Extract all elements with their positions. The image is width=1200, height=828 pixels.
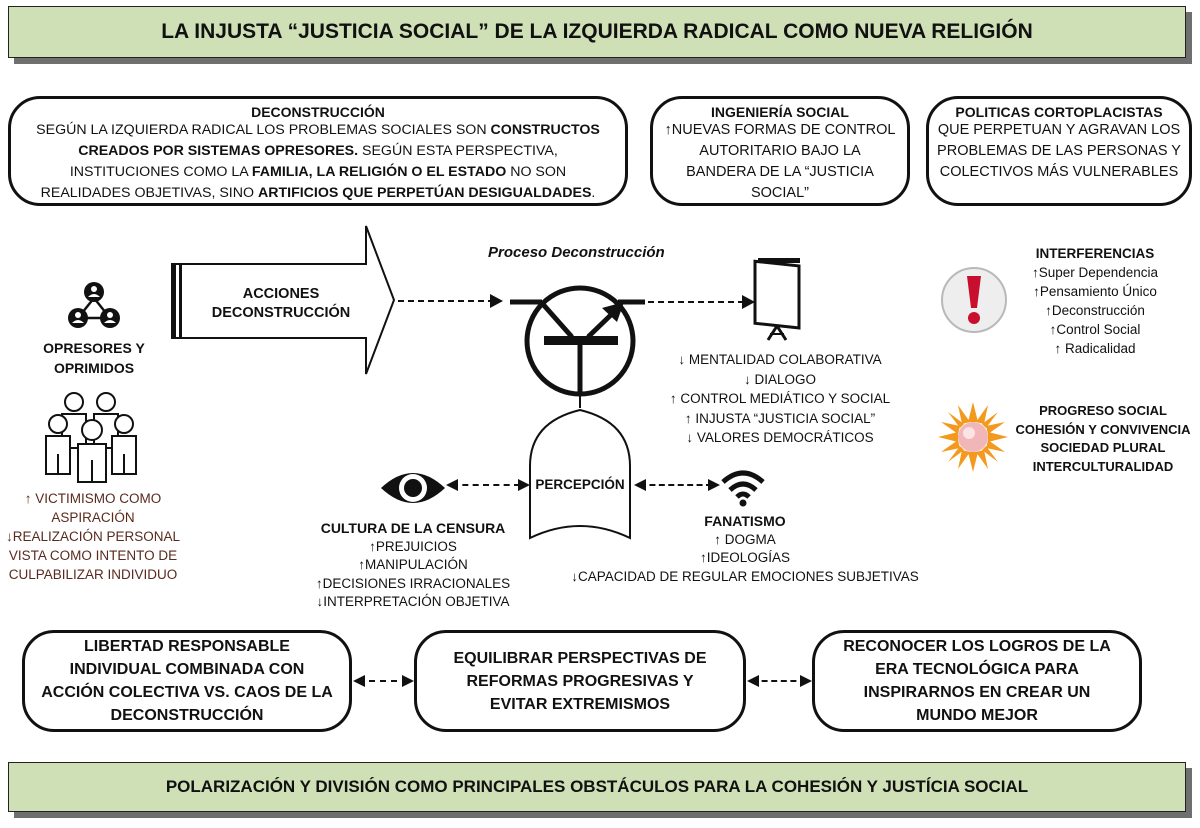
arrow-transistor-easel <box>648 301 744 303</box>
sun-icon <box>938 402 1008 472</box>
opresores-item: CULPABILIZAR INDIVIDUO <box>8 567 178 582</box>
deconstruccion-text: SEGÚN LA IZQUIERDA RADICAL LOS PROBLEMAS SOCIALES SON CONSTRUCTOS CREADOS POR SISTEMAS OPRESORES. SEGÚN ESTA PERSPECTIVA, INSTITUCIONES COMO LA FAMILIA, LA RELIGIÓN O EL ESTADO NO SON REALIDADES OBJETIVAS, SINO ARTIFICIOS QUE PERPETÚAN DESIGUALDADES. <box>36 122 600 201</box>
interferencias-block <box>1010 244 1180 358</box>
opresores-item: ↑ VICTIMISMO COMO <box>24 491 162 506</box>
arrow-eye-percepcion <box>452 484 520 486</box>
interferencias-item: ↑Deconstrucción <box>1045 303 1145 318</box>
alert-exclamation-icon <box>940 266 1008 334</box>
arrowhead-right-icon <box>402 675 414 687</box>
fanatismo-block <box>570 512 920 586</box>
opresores-item: ↓REALIZACIÓN PERSONAL <box>5 529 181 544</box>
arrowhead-left-icon <box>353 675 365 687</box>
ingenieria-title: INGENIERÍA SOCIAL <box>711 104 849 120</box>
arrowhead-right-icon <box>708 479 720 491</box>
arrow-equilibrar-reconocer <box>752 680 806 682</box>
acciones-label: ACCIONES DECONSTRUCCIÓN <box>211 286 351 321</box>
interferencias-item: ↑Super Dependencia <box>1031 265 1159 280</box>
politicas-box <box>926 96 1192 206</box>
libertad-text: LIBERTAD RESPONSABLE INDIVIDUAL COMBINADA CON ACCIÓN COLECTIVA VS. CAOS DE LA DECONSTRUCCIÓN <box>41 638 333 724</box>
censura-item: ↑PREJUICIOS <box>369 538 457 554</box>
equilibrar-box <box>414 630 746 732</box>
eye-icon <box>378 466 448 510</box>
deconstruccion-title: DECONSTRUCCIÓN <box>251 104 385 120</box>
censura-item: ↑MANIPULACIÓN <box>358 557 468 572</box>
presentation-easel-icon <box>752 256 804 340</box>
arrowhead-right-icon <box>800 675 812 687</box>
progreso-line: PROGRESO SOCIAL <box>1039 403 1167 418</box>
opresores-item: ASPIRACIÓN <box>51 510 135 525</box>
transistor-icon <box>500 262 660 412</box>
progreso-line: INTERCULTURALIDAD <box>1032 458 1174 474</box>
header-banner <box>8 6 1186 58</box>
fanatismo-item: ↑IDEOLOGÍAS <box>699 550 791 565</box>
equilibrar-text: EQUILIBRAR PERSPECTIVAS DE REFORMAS PROGRESIVAS Y EVITAR EXTREMISMOS <box>453 649 707 713</box>
opresores-item: VISTA COMO INTENTO DE <box>8 548 178 563</box>
ingenieria-text: ↑NUEVAS FORMAS DE CONTROL AUTORITARIO BAJO LA BANDERA DE LA “JUSTICIA SOCIAL” <box>664 122 896 201</box>
interferencias-item: ↑ Radicalidad <box>1054 341 1136 356</box>
salida-item: ↓ DIALOGO <box>743 371 816 387</box>
salida-item: ↓ VALORES DEMOCRÁTICOS <box>686 430 874 445</box>
fanatismo-item: ↓CAPACIDAD DE REGULAR EMOCIONES SUBJETIVAS <box>571 568 919 584</box>
arrowhead-left-icon <box>634 479 646 491</box>
fanatismo-title: FANATISMO <box>704 513 786 529</box>
page-title: LA INJUSTA “JUSTICIA SOCIAL” DE LA IZQUIERDA RADICAL COMO NUEVA RELIGIÓN <box>161 20 1033 43</box>
arrowhead-left-icon <box>446 479 458 491</box>
footer-banner <box>8 762 1186 812</box>
interferencias-title: INTERFERENCIAS <box>1035 246 1155 261</box>
salida-list <box>660 350 900 448</box>
censura-title: CULTURA DE LA CENSURA <box>320 520 506 536</box>
ingenieria-box <box>650 96 910 206</box>
interferencias-item: ↑Control Social <box>1049 322 1141 337</box>
censura-item: ↓INTERPRETACIÓN OBJETIVA <box>316 594 510 609</box>
deconstruccion-box <box>8 96 628 206</box>
salida-item: ↑ INJUSTA “JUSTICIA SOCIAL” <box>684 410 876 426</box>
opresores-list <box>0 489 186 584</box>
progreso-line: SOCIEDAD PLURAL <box>1040 440 1166 455</box>
censura-block <box>300 519 526 612</box>
progreso-line: COHESIÓN Y CONVIVENCIA <box>1015 421 1191 437</box>
arrowhead-left-icon <box>747 675 759 687</box>
reconocer-box <box>812 630 1142 732</box>
arrow-acciones-transistor <box>398 300 494 302</box>
libertad-box <box>22 630 352 732</box>
arrowhead-right-icon <box>518 479 530 491</box>
wifi-icon <box>720 468 766 508</box>
progreso-block <box>1010 402 1196 476</box>
arrow-percepcion-fanatismo <box>640 484 712 486</box>
salida-item: ↓ MENTALIDAD COLABORATIVA <box>678 352 882 367</box>
footer-title: POLARIZACIÓN Y DIVISIÓN COMO PRINCIPALES OBSTÁCULOS PARA LA COHESIÓN Y JUSTÍCIA SOCIAL <box>165 777 1029 796</box>
reconocer-text: RECONOCER LOS LOGROS DE LA ERA TECNOLÓGICA PARA INSPIRARNOS EN CREAR UN MUNDO MEJOR <box>843 638 1111 724</box>
proceso-title: Proceso Deconstrucción <box>488 244 665 261</box>
salida-item: ↑ CONTROL MEDIÁTICO Y SOCIAL <box>669 391 891 406</box>
percepcion-label: PERCEPCIÓN <box>535 477 625 492</box>
censura-item: ↑DECISIONES IRRACIONALES <box>315 575 511 591</box>
politicas-text: QUE PERPETUAN Y AGRAVAN LOS PROBLEMAS DE LAS PERSONAS Y COLECTIVOS MÁS VULNERABLES <box>937 122 1181 180</box>
crowd-icon <box>46 390 138 486</box>
opresores-label: OPRESORES Y OPRIMIDOS <box>43 340 145 376</box>
politicas-title: POLITICAS CORTOPLACISTAS <box>955 104 1163 120</box>
network-people-icon <box>66 280 122 330</box>
interferencias-item: ↑Pensamiento Único <box>1033 284 1157 299</box>
arrow-libertad-equilibrar <box>358 680 408 682</box>
fanatismo-item: ↑ DOGMA <box>714 531 776 547</box>
